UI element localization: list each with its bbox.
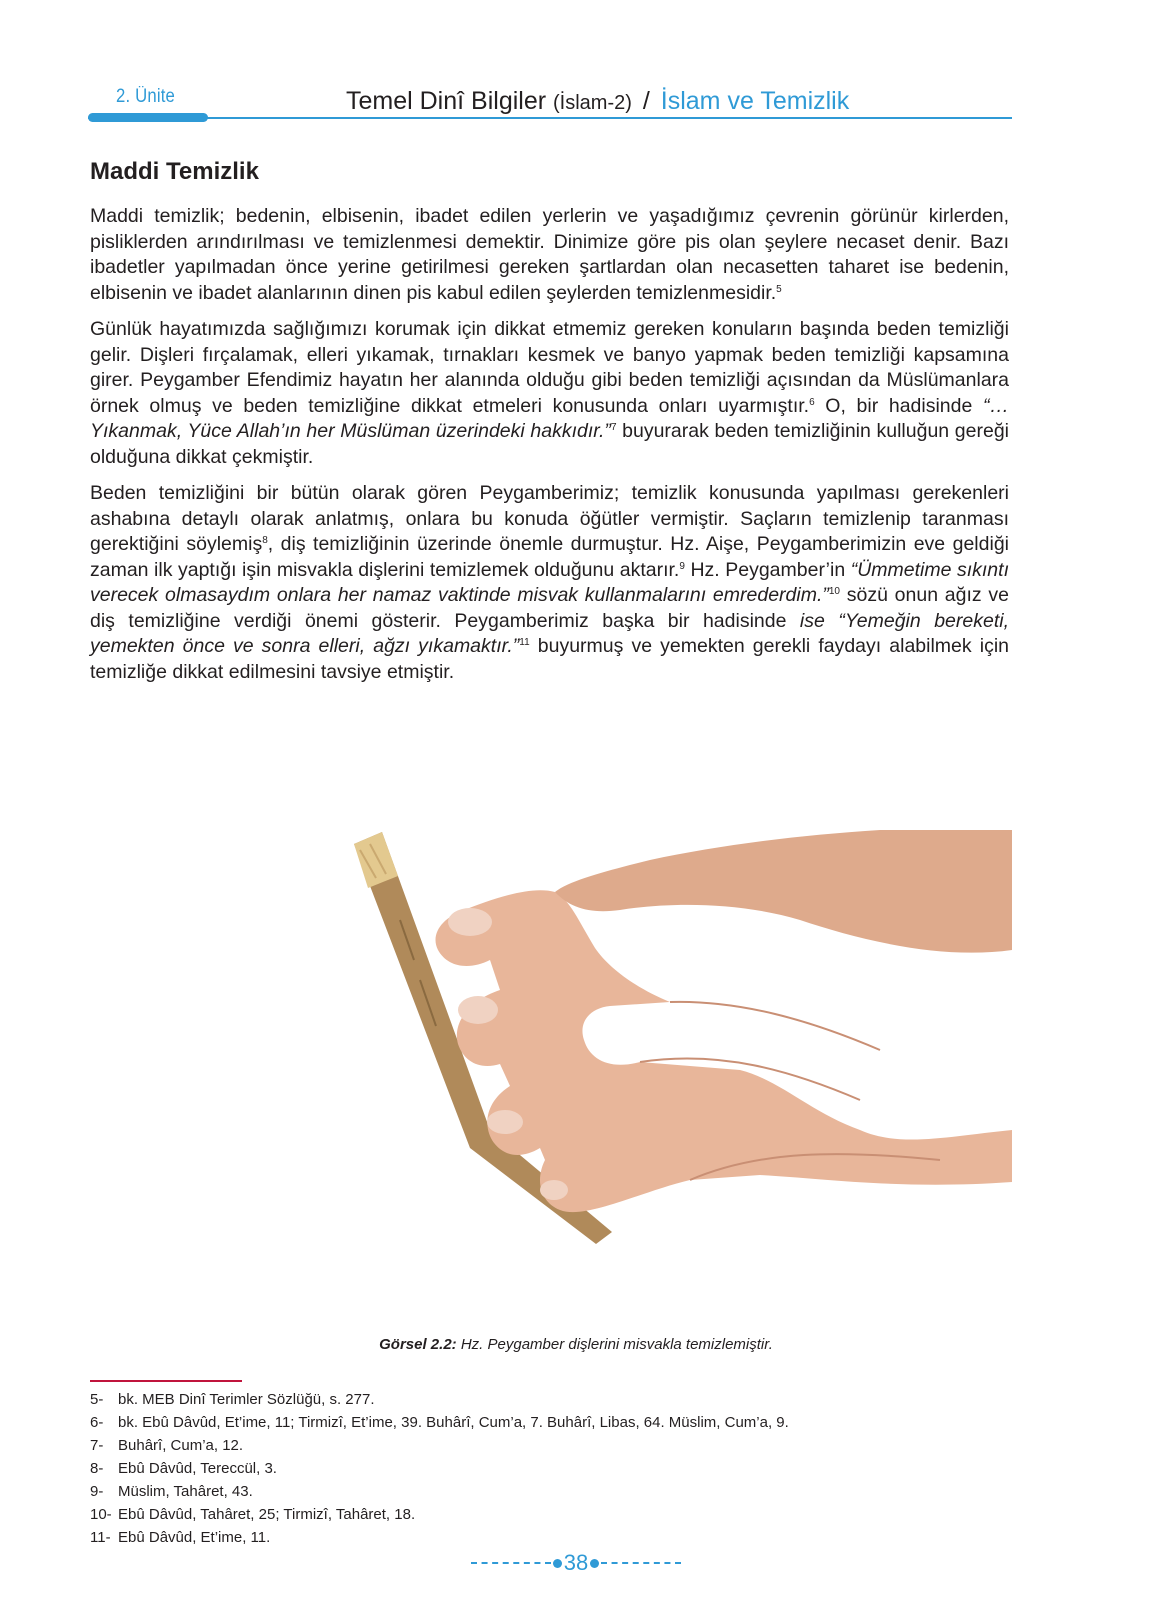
footnote-text: Ebû Dâvûd, Tereccül, 3. <box>118 1460 277 1477</box>
footnote-ref: 11 <box>519 637 530 648</box>
footnote-item <box>90 1503 1009 1526</box>
footnote-item <box>90 1411 1009 1434</box>
figure-caption <box>0 1336 1152 1353</box>
footnote-ref: 7 <box>610 422 617 433</box>
footnote-number: 5- <box>90 1391 104 1408</box>
paragraph-text: buyurarak beden temizliğinin kulluğun gereği olduğuna dikkat çekmiştir. <box>90 420 1009 468</box>
footnote-item <box>90 1480 1009 1503</box>
paragraph-text: sözü onun ağız ve diş temizliğine verdiği önemi gösterir. Peygamberimiz başka bir hadisinde <box>90 584 1009 632</box>
footnote-ref: 9 <box>679 560 685 572</box>
page-number-dot-right <box>590 1559 599 1568</box>
book-title: Temel Dinî Bilgiler <box>346 87 547 115</box>
footnote-text: Ebû Dâvûd, Et’ime, 11. <box>118 1529 271 1546</box>
footnote-number: 7- <box>90 1437 104 1454</box>
paragraph-text: Maddi temizlik; bedenin, elbisenin, ibadet edilen yerlerin ve yaşadığımız çevrenin görünür kirlerden, pisliklerden arındırılması ve temizlenmesi demektir. Dinimize göre pis olan şeylere necaset denir. Bazı ibadetler yapılmadan önce yerine getirilmesi gereken şartlardan olan necasetten taharet ise bedenin, elbisenin ve ibadet alanlarının dinen pis kabul edilen şeylerden temizlenmesidir. <box>90 205 1009 304</box>
footnote-ref: 6 <box>809 396 815 408</box>
footnote-item <box>90 1526 1009 1549</box>
footnote-item <box>90 1457 1009 1480</box>
page-number: 38 <box>563 1550 589 1575</box>
footnote-text: Ebû Dâvûd, Tahâret, 25; Tirmizî, Tahâret, 18. <box>118 1506 416 1523</box>
figure-label: Görsel 2.2: <box>379 1336 457 1353</box>
body-text <box>90 204 1009 696</box>
footnote-text: Müslim, Tahâret, 43. <box>118 1483 253 1500</box>
topic-title: İslam ve Temizlik <box>660 87 850 115</box>
header-rule <box>88 117 1012 119</box>
footnote-text: Buhârî, Cum’a, 12. <box>118 1437 244 1454</box>
paragraph-3 <box>90 481 1009 685</box>
header-title <box>346 87 849 116</box>
page-number-dash-left <box>471 1562 551 1564</box>
footnote-text: bk. Ebû Dâvûd, Et’ime, 11; Tirmizî, Et’ime, 39. Buhârî, Cum’a, 7. Buhârî, Libas, 64. Müslim, Cum’a, 9. <box>118 1414 789 1431</box>
misvak-hand-illustration <box>340 830 1012 1260</box>
page-number-dot-left <box>553 1559 562 1568</box>
footnote-number: 10- <box>90 1506 112 1523</box>
paragraph-text: Günlük hayatımızda sağlığımızı korumak için dikkat etmemiz gereken konuların başında beden temizliği gelir. Dişleri fırçalamak, elleri yıkamak, tırnakları kesmek ve banyo yapmak beden temizliği kapsamına girer. Peygamber Efendimiz hayatın her alanında olduğu gibi beden temizliği açısından da Müslümanlara örnek olmuş ve beden temizliğine dikkat etmeleri konusunda onları uyarmıştır. <box>90 318 1009 417</box>
footnote-text: bk. MEB Dinî Terimler Sözlüğü, s. 277. <box>118 1391 375 1408</box>
hadith-quote: “…Yıkanmak, Yüce Allah’ın her Müslüman üzerindeki hakkıdır.” <box>90 394 1009 442</box>
paragraph-text: Hz. Peygamber’in <box>684 558 851 581</box>
figure-caption-text: Hz. Peygamber dişlerini misvakla temizlemiştir. <box>460 1336 773 1353</box>
footnote-number: 6- <box>90 1414 104 1431</box>
paragraph-1 <box>90 204 1009 306</box>
section-title: Maddi Temizlik <box>90 158 259 185</box>
paragraph-text: buyurmuş ve yemekten gerekli faydayı alabilmek için temizliğe dikkat edilmesini tavsiye etmiştir. <box>90 635 1009 683</box>
unit-label: 2. Ünite <box>116 86 176 107</box>
footnote-item <box>90 1434 1009 1457</box>
hand <box>436 830 1012 1212</box>
paragraph-text: , diş temizliğinin üzerinde önemle durmuştur. Hz. Aişe, Peygamberimizin eve geldiği zaman ilk yaptığı işin misvakla dişlerini temizlemek olduğunu aktarır. <box>90 533 1009 581</box>
page-number-dash-right <box>601 1562 681 1564</box>
footnote-number: 11- <box>90 1529 111 1546</box>
header-pill-accent <box>88 113 208 122</box>
hadith-quote: “Ümmetime sıkıntı verecek olmasaydım onlara her namaz vaktinde misvak kullanmalarını emrederdim.” <box>90 558 1009 606</box>
paragraph-2 <box>90 317 1009 470</box>
footnote-rule <box>90 1380 242 1382</box>
footnote-number: 8- <box>90 1460 104 1477</box>
footnote-item <box>90 1388 1009 1411</box>
paragraph-text: O, bir hadisinde <box>814 394 983 417</box>
paragraph-text: Beden temizliğini bir bütün olarak gören Peygamberimiz; temizlik konusunda yapılması gerekenleri ashabına detaylı olarak anlatmış, onlara bu konuda öğütler vermiştir. Saçların temizlenip taranması gerektiğini söylemiş <box>90 482 1009 555</box>
title-separator: / <box>642 87 650 115</box>
footnote-ref: 10 <box>828 586 840 597</box>
book-series: (İslam-2) <box>553 92 632 114</box>
page-number-bar <box>0 1550 1152 1580</box>
footnote-ref: 5 <box>776 283 782 295</box>
footnote-list <box>90 1388 1009 1549</box>
footnote-ref: 8 <box>262 535 268 546</box>
footnote-number: 9- <box>90 1483 104 1500</box>
hadith-quote: ise “Yemeğin bereketi, yemekten önce ve sonra elleri, ağzı yıkamaktır.” <box>90 609 1009 657</box>
page-header <box>88 82 1012 126</box>
